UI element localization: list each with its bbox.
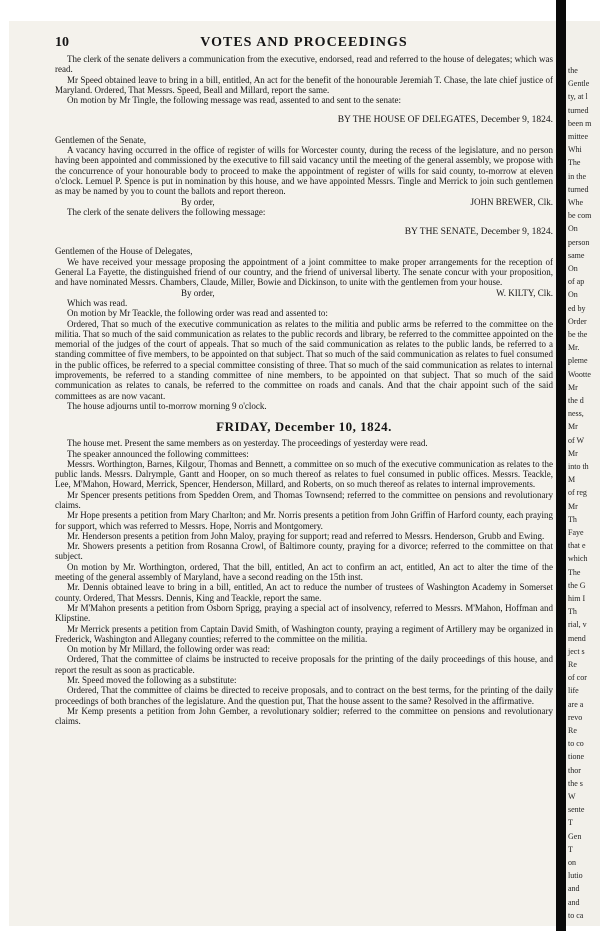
facing-page-text: W xyxy=(568,792,576,801)
message-heading: BY THE SENATE, December 9, 1824. xyxy=(404,226,553,237)
facing-page-text: rial, v xyxy=(568,620,587,630)
facing-page-text: tione xyxy=(568,752,584,762)
paragraph: Mr. Speed moved the following as a substitute: xyxy=(67,675,237,686)
facing-page-text: sente xyxy=(568,805,585,815)
facing-page-text: ty, at l xyxy=(568,92,588,102)
facing-page-text: to ca xyxy=(568,910,584,920)
facing-page-text: Th xyxy=(568,607,577,617)
facing-page-text: Th xyxy=(568,514,577,524)
facing-page-text: him I xyxy=(568,594,586,603)
facing-page-text: that e xyxy=(568,541,586,551)
facing-page-text: to co xyxy=(568,739,584,749)
binding-gutter xyxy=(556,0,566,931)
facing-page-text: Whi xyxy=(568,145,582,155)
facing-page-text: and xyxy=(568,884,580,894)
facing-page-text: same xyxy=(568,250,585,260)
facing-page-text: Faye xyxy=(568,528,584,537)
facing-page-text: person xyxy=(568,237,590,247)
facing-page-text: Gentle xyxy=(568,79,590,89)
paragraph: On motion by Mr. Worthington, ordered, That the bill, entitled, An act to confirm an act, entitled, An act to alter the time of the meeting of the general assembly of Maryland, have a second reading on the 15th inst. xyxy=(55,561,553,583)
paragraph: The clerk of the senate delivers a communication from the executive, endorsed, read and referred to the house of delegates; which was read. xyxy=(55,54,553,75)
facing-page-text: of W xyxy=(568,435,585,445)
facing-page-text: T xyxy=(568,818,573,828)
paragraph: Mr. Dennis obtained leave to bring in a bill, entitled, An act to reduce the number of trustees of Washington Academy in Somerset county. Ordered, That Messrs. Dennis, King and Teackle, report the same. xyxy=(55,582,553,603)
journal-body xyxy=(55,54,553,727)
facing-page-text: turned xyxy=(568,105,589,115)
facing-page-text: the G xyxy=(568,580,586,590)
facing-page-text: On xyxy=(568,290,578,300)
facing-page-text: thor xyxy=(568,765,581,775)
facing-page-text: Mr xyxy=(568,501,578,511)
facing-page-text: lutio xyxy=(568,871,583,881)
facing-page-text: life xyxy=(568,686,579,696)
facing-page-text: ed by xyxy=(568,303,586,313)
facing-page-text: on xyxy=(568,858,576,867)
signature-line xyxy=(55,288,553,298)
facing-page-text: M xyxy=(568,475,576,485)
paragraph: On motion by Mr Millard, the following order was read: xyxy=(67,644,270,655)
page-content xyxy=(55,35,553,727)
page-number: 10 xyxy=(55,35,69,50)
paragraph: Mr Kemp presents a petition from John Gember, a revolutionary soldier; referred to the committee on pensions and revolutionary claims. xyxy=(55,705,553,727)
facing-page-text: Order xyxy=(568,316,587,326)
paragraph: The house adjourns until to-morrow morning 9 o'clock. xyxy=(67,400,267,411)
signature-clerk: JOHN BREWER, Clk. xyxy=(470,196,553,207)
facing-page-text: of cor xyxy=(568,673,587,683)
facing-page-text: On xyxy=(568,264,578,273)
facing-page-text: Re xyxy=(568,726,577,735)
paragraph: Ordered, That the committee of claims be instructed to receive proposals for the printing of the daily proceedings of this house, and report the result as soon as practicable. xyxy=(55,654,553,675)
facing-page-text: into th xyxy=(568,462,589,471)
signature-clerk: W. KILTY, Clk. xyxy=(496,287,553,298)
paragraph: Mr Merrick presents a petition from Captain David Smith, of Washington county, praying a regiment of Artillery may be organized in Frederick, Washington and Allegany counties; referred to the committee on the militia. xyxy=(55,623,553,644)
facing-page-text: and xyxy=(568,897,580,907)
paragraph: On motion by Mr Tingle, the following message was read, assented to and sent to the senate: xyxy=(67,95,401,106)
paragraph: Mr Spencer presents petitions from Spedden Orem, and Thomas Townsend; referred to the committee on pensions and revolutionary claims. xyxy=(55,489,553,510)
facing-page-text: in the xyxy=(568,171,586,181)
facing-page-text: Mr xyxy=(568,448,578,458)
facing-page-text: The xyxy=(568,567,581,577)
paragraph: Which was read. xyxy=(67,297,128,308)
facing-page-text: Whe xyxy=(568,198,584,207)
facing-page-text: Mr xyxy=(568,422,578,432)
facing-page-text: are a xyxy=(568,699,584,709)
paragraph: Mr Hope presents a petition from Mary Charlton; and Mr. Norris presents a petition from John Griffin of Harford county, each praying for support, which was referred to Messrs. Hope, Norris and Montgomery. xyxy=(55,510,553,531)
paragraph: Gentlemen of the Senate, xyxy=(55,134,146,145)
facing-page-text: of ap xyxy=(568,277,585,287)
facing-page-text: the d xyxy=(568,396,584,405)
facing-page-text: turned xyxy=(568,184,589,194)
paragraph: The house met. Present the same members as on yesterday. The proceedings of yesterday were read. xyxy=(67,438,428,449)
paragraph: Mr. Henderson presents a petition from John Maloy, praying for support; read and referred to Messrs. Henderson, Grubb and Ewing. xyxy=(67,530,545,541)
paragraph: Mr Speed obtained leave to bring in a bill, entitled, An act for the benefit of the honourable Jeremiah T. Chase, the late chief justice of Maryland. Ordered, That Messrs. Speed, Beall and Millard, report the same. xyxy=(55,74,553,95)
facing-page-text: ness, xyxy=(568,409,584,419)
facing-page-text: Re xyxy=(568,660,577,669)
facing-page-text: Mr. xyxy=(568,343,580,353)
facing-page-text: be the xyxy=(568,330,588,339)
document-page xyxy=(9,21,557,926)
facing-page-text: mend xyxy=(568,633,586,643)
paragraph: Mr. Showers presents a petition from Rosanna Crowl, of Baltimore county, praying for a divorce; referred to the committee on that subject. xyxy=(55,541,553,562)
paragraph: The clerk of the senate delivers the following message: xyxy=(67,206,266,217)
message-heading: BY THE HOUSE OF DELEGATES, December 9, 1824. xyxy=(337,114,553,125)
facing-page-fragment xyxy=(566,21,600,926)
paragraph: Messrs. Worthington, Barnes, Kilgour, Thomas and Bennett, a committee on so much of the executive communication as relates to the public lands. Messrs. Dalrymple, Gantt and Hooper, on so much thereof as relates to fuel consumed in public offices. Messrs. Teackle, Lee, M'Mahon, Howard, Merrick, Spencer, Henderson, Millard, and Roberts, on so much thereof as relates to internal improvements. xyxy=(55,458,553,490)
paragraph: The speaker announced the following committees: xyxy=(67,448,249,459)
page-header xyxy=(55,35,553,51)
facing-page-text: ject s xyxy=(568,646,585,656)
facing-page-text: which xyxy=(568,554,588,564)
paragraph: Ordered, That so much of the executive communication as relates to the militia and public arms be referred to the committee on the militia. That so much of the said communication as relates to the public records and library, be referred to the committee appointed on the memorial of the judges of the court of appeals. That so much of the said communication as relates to the public lands, be referred to a standing committee of five members, to be appointed on that subject. That so much of the said communication as relates to fuel consumed in the public offices, be referred to a special committee consisting of three. That so much of the said communication as relates to internal improvements, be referred to a standing committee of nine members, to be appointed on that subject. That so much of the said communication as relates to canals, be referred to the committee on roads and canals. And that the chair appoint such of the said committees as are now vacant. xyxy=(55,318,553,401)
paragraph: A vacancy having occurred in the office of register of wills for Worcester county, during the recess of the legislature, and no person having been appointed and commissioned by the executive to fill said vacancy until the meeting of the general assembly, we propose with the concurrence of your honourable body to proceed to make the appointment of register of wills for said county, to-morrow at eleven o'clock. Lemuel P. Spence is put in nomination by this house, and we have appointed Messrs. Tingle and Merrick to join such gentlemen as may be named by you to count the ballots and report thereon. xyxy=(55,145,553,197)
paragraph: We have received your message proposing the appointment of a joint committee to make proper arrangements for the reception of General La Fayette, the distinguished friend of our country, and the friend of universal liberty. The senate concur with your proposition, and have nominated Messrs. Chambers, Claude, Miller, Bowie and Dickinson, to unite with the gentlemen from your house. xyxy=(55,256,553,288)
paragraph: On motion by Mr Teackle, the following order was read and assented to: xyxy=(67,308,328,319)
running-title: VOTES AND PROCEEDINGS xyxy=(200,35,408,50)
facing-page-text: revo xyxy=(568,712,583,722)
facing-page-text: mittee xyxy=(568,132,588,141)
facing-page-text: T xyxy=(568,844,573,854)
facing-page-text: the s xyxy=(568,778,583,788)
paragraph: Gentlemen of the House of Delegates, xyxy=(55,246,193,257)
facing-page-text: be com xyxy=(568,211,592,221)
paragraph: Mr M'Mahon presents a petition from Osborn Sprigg, praying a special act of insolvency, referred to Messrs. M'Mahon, Hoffman and Klipstine. xyxy=(55,602,553,624)
day-heading: FRIDAY, December 10, 1824. xyxy=(216,419,392,435)
facing-page-text: Mr xyxy=(568,382,578,392)
signature-by-order: By order, xyxy=(181,196,215,207)
facing-page-text: On xyxy=(568,224,578,234)
facing-page-text: pleme xyxy=(568,356,588,366)
signature-by-order: By order, xyxy=(181,287,215,298)
facing-page-text: been m xyxy=(568,118,592,128)
paragraph: Ordered, That the committee of claims be directed to receive proposals, and to contract on the best terms, for the printing of the daily proceedings of both branches of the legislature. And the question put, That the house assent to the same? Resolved in the affirmative. xyxy=(55,685,553,706)
facing-page-text: Wootte xyxy=(568,369,591,379)
facing-page-text: the xyxy=(568,66,578,75)
facing-page-text: Gen xyxy=(568,831,582,841)
facing-page-text: The xyxy=(568,158,581,168)
facing-page-text: of reg xyxy=(568,488,587,498)
signature-line xyxy=(55,197,553,207)
